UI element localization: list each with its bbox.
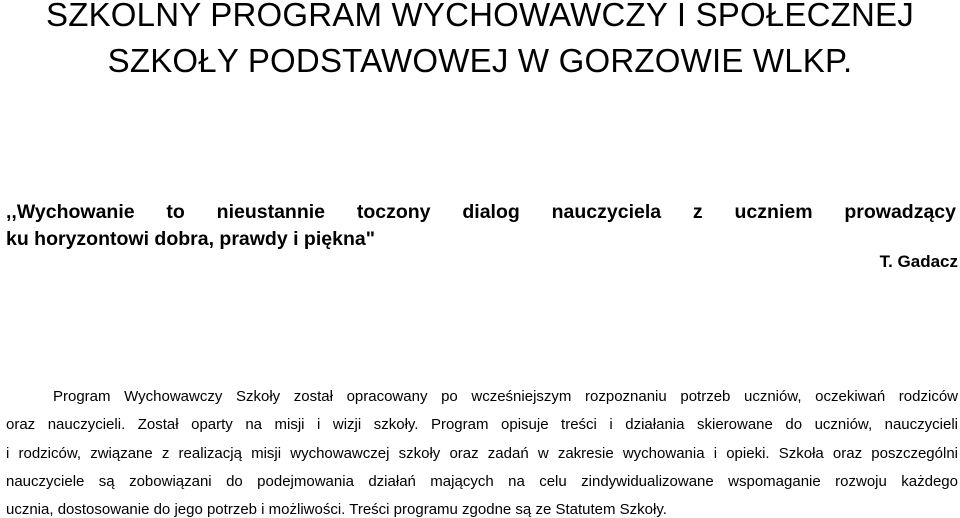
- body-paragraph: [6, 383, 958, 518]
- motto-line-2: ku horyzontowi dobra, prawdy i piękna": [6, 228, 375, 250]
- document-title: [0, 0, 960, 84]
- body-line: Program Wychowawczy Szkoły został opracowany po wcześniejszym rozpoznaniu potrzeb uczniów, oczekiwań rodziców: [53, 388, 958, 405]
- motto-line-1: ,,Wychowanie to nieustannie toczony dialog nauczyciela z uczniem prowadzący: [6, 201, 956, 223]
- title-line-1: SZKOLNY PROGRAM WYCHOWAWCZY I SPOŁECZNEJ: [46, 0, 914, 33]
- body-line: oraz nauczycieli. Został oparty na misji i wizji szkoły. Program opisuje treści i działania skierowane do uczniów, nauczycieli: [6, 416, 958, 434]
- body-line: i rodziców, związane z realizacją misji wychowawczej szkoły oraz zadań w zakresie wychowania i opieki. Szkoła oraz poszczególni: [6, 444, 958, 462]
- title-line-2: SZKOŁY PODSTAWOWEJ W GORZOWIE WLKP.: [107, 42, 853, 79]
- motto-author: T. Gadacz: [879, 252, 958, 271]
- body-line: ucznia, dostosowanie do jego potrzeb i możliwości. Treści programu zgodne są ze Statutem Szkoły.: [6, 501, 667, 518]
- body-line: nauczyciele są zobowiązani do podejmowania działań mających na celu zindywidualizowane wspomaganie rozwoju każdego: [6, 472, 958, 490]
- motto-quote: [6, 199, 956, 253]
